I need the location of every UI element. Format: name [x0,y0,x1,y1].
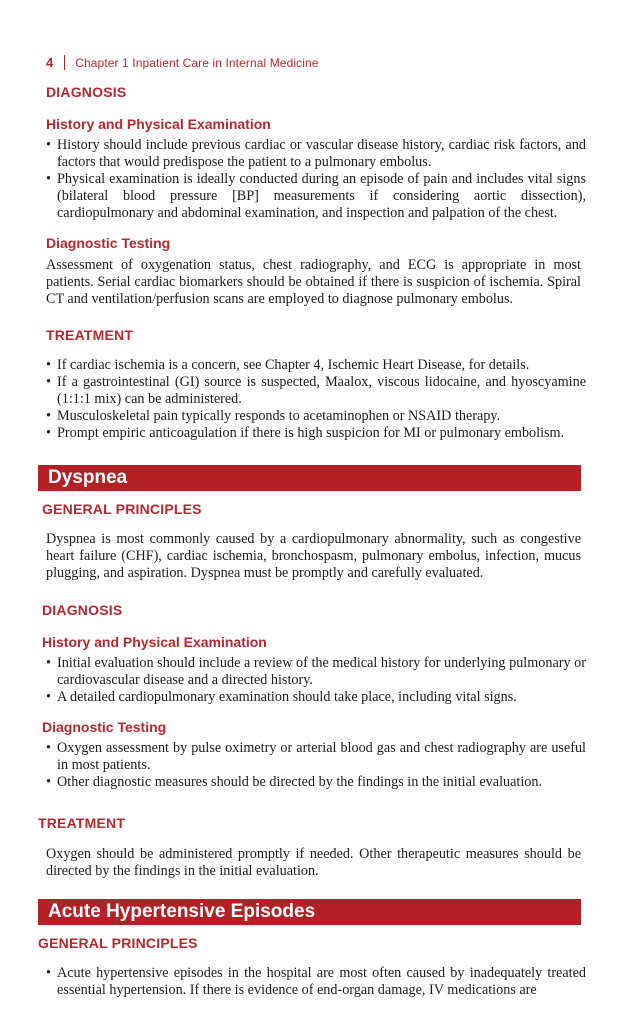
hpe-bullet-list [46,655,586,706]
general-principles-heading: GENERAL PRINCIPLES [42,501,202,517]
hpe-bullet-list [46,137,586,222]
list-item: • Oxygen assessment by pulse oximetry or arterial blood gas and chest radiography are useful in most patients. [46,740,586,774]
diagnosis-heading: DIAGNOSIS [46,84,127,100]
list-item: • Musculoskeletal pain typically responds to acetaminophen or NSAID therapy. [46,408,586,425]
list-item: • If a gastrointestinal (GI) source is suspected, Maalox, viscous lidocaine, and hyoscyamine (1:1:1 mix) can be administered. [46,374,586,408]
list-item: • Initial evaluation should include a review of the medical history for underlying pulmonary or cardiovascular disease and a directed history. [46,655,586,689]
testing-paragraph: Assessment of oxygenation status, chest radiography, and ECG is appropriate in most patients. Serial cardiac biomarkers should be obtained if there is suspicion of ischemia. Spiral CT and ventilation/perfusion scans are employed to diagnose pulmonary embolus. [46,257,581,307]
treatment-heading: TREATMENT [46,327,134,343]
general-principles-bullet-list [46,965,586,999]
page-number: 4 [46,55,54,70]
testing-heading: Diagnostic Testing [42,719,167,735]
hpe-heading: History and Physical Examination [46,116,271,132]
treatment-paragraph: Oxygen should be administered promptly if needed. Other therapeutic measures should be directed by the findings in the initial evaluation. [46,846,581,879]
page-header [46,55,319,70]
list-item: • A detailed cardiopulmonary examination should take place, including vital signs. [46,689,586,706]
testing-heading: Diagnostic Testing [46,235,171,251]
list-item: • If cardiac ischemia is a concern, see Chapter 4, Ischemic Heart Disease, for details. [46,357,586,374]
list-item: • Physical examination is ideally conducted during an episode of pain and includes vital signs (bilateral blood pressure [BP] measurements if considering aortic dissection), cardiopulmonary and abdominal examination, and inspection and palpation of the chest. [46,171,586,222]
treatment-bullet-list [46,357,586,442]
section-banner-dyspnea: Dyspnea [38,465,581,491]
chapter-title: Chapter 1 Inpatient Care in Internal Medicine [75,55,319,70]
list-item: • Prompt empiric anticoagulation if there is high suspicion for MI or pulmonary embolism. [46,425,586,442]
general-principles-paragraph: Dyspnea is most commonly caused by a cardiopulmonary abnormality, such as congestive heart failure (CHF), cardiac ischemia, bronchospasm, pulmonary embolus, infection, mucus plugging, and aspiration. Dyspnea must be promptly and carefully evaluated. [46,531,581,581]
general-principles-heading: GENERAL PRINCIPLES [38,935,198,951]
section-banner-hypertensive: Acute Hypertensive Episodes [38,899,581,925]
list-item: • History should include previous cardiac or vascular disease history, cardiac risk factors, and factors that would predispose the patient to a pulmonary embolus. [46,137,586,171]
treatment-heading: TREATMENT [38,815,126,831]
list-item: • Acute hypertensive episodes in the hospital are most often caused by inadequately treated essential hypertension. If there is evidence of end-organ damage, IV medications are [46,965,586,999]
diagnosis-heading: DIAGNOSIS [42,602,123,618]
testing-bullet-list [46,740,586,791]
header-divider [64,55,65,70]
hpe-heading: History and Physical Examination [42,634,267,650]
list-item: • Other diagnostic measures should be directed by the findings in the initial evaluation. [46,774,586,791]
